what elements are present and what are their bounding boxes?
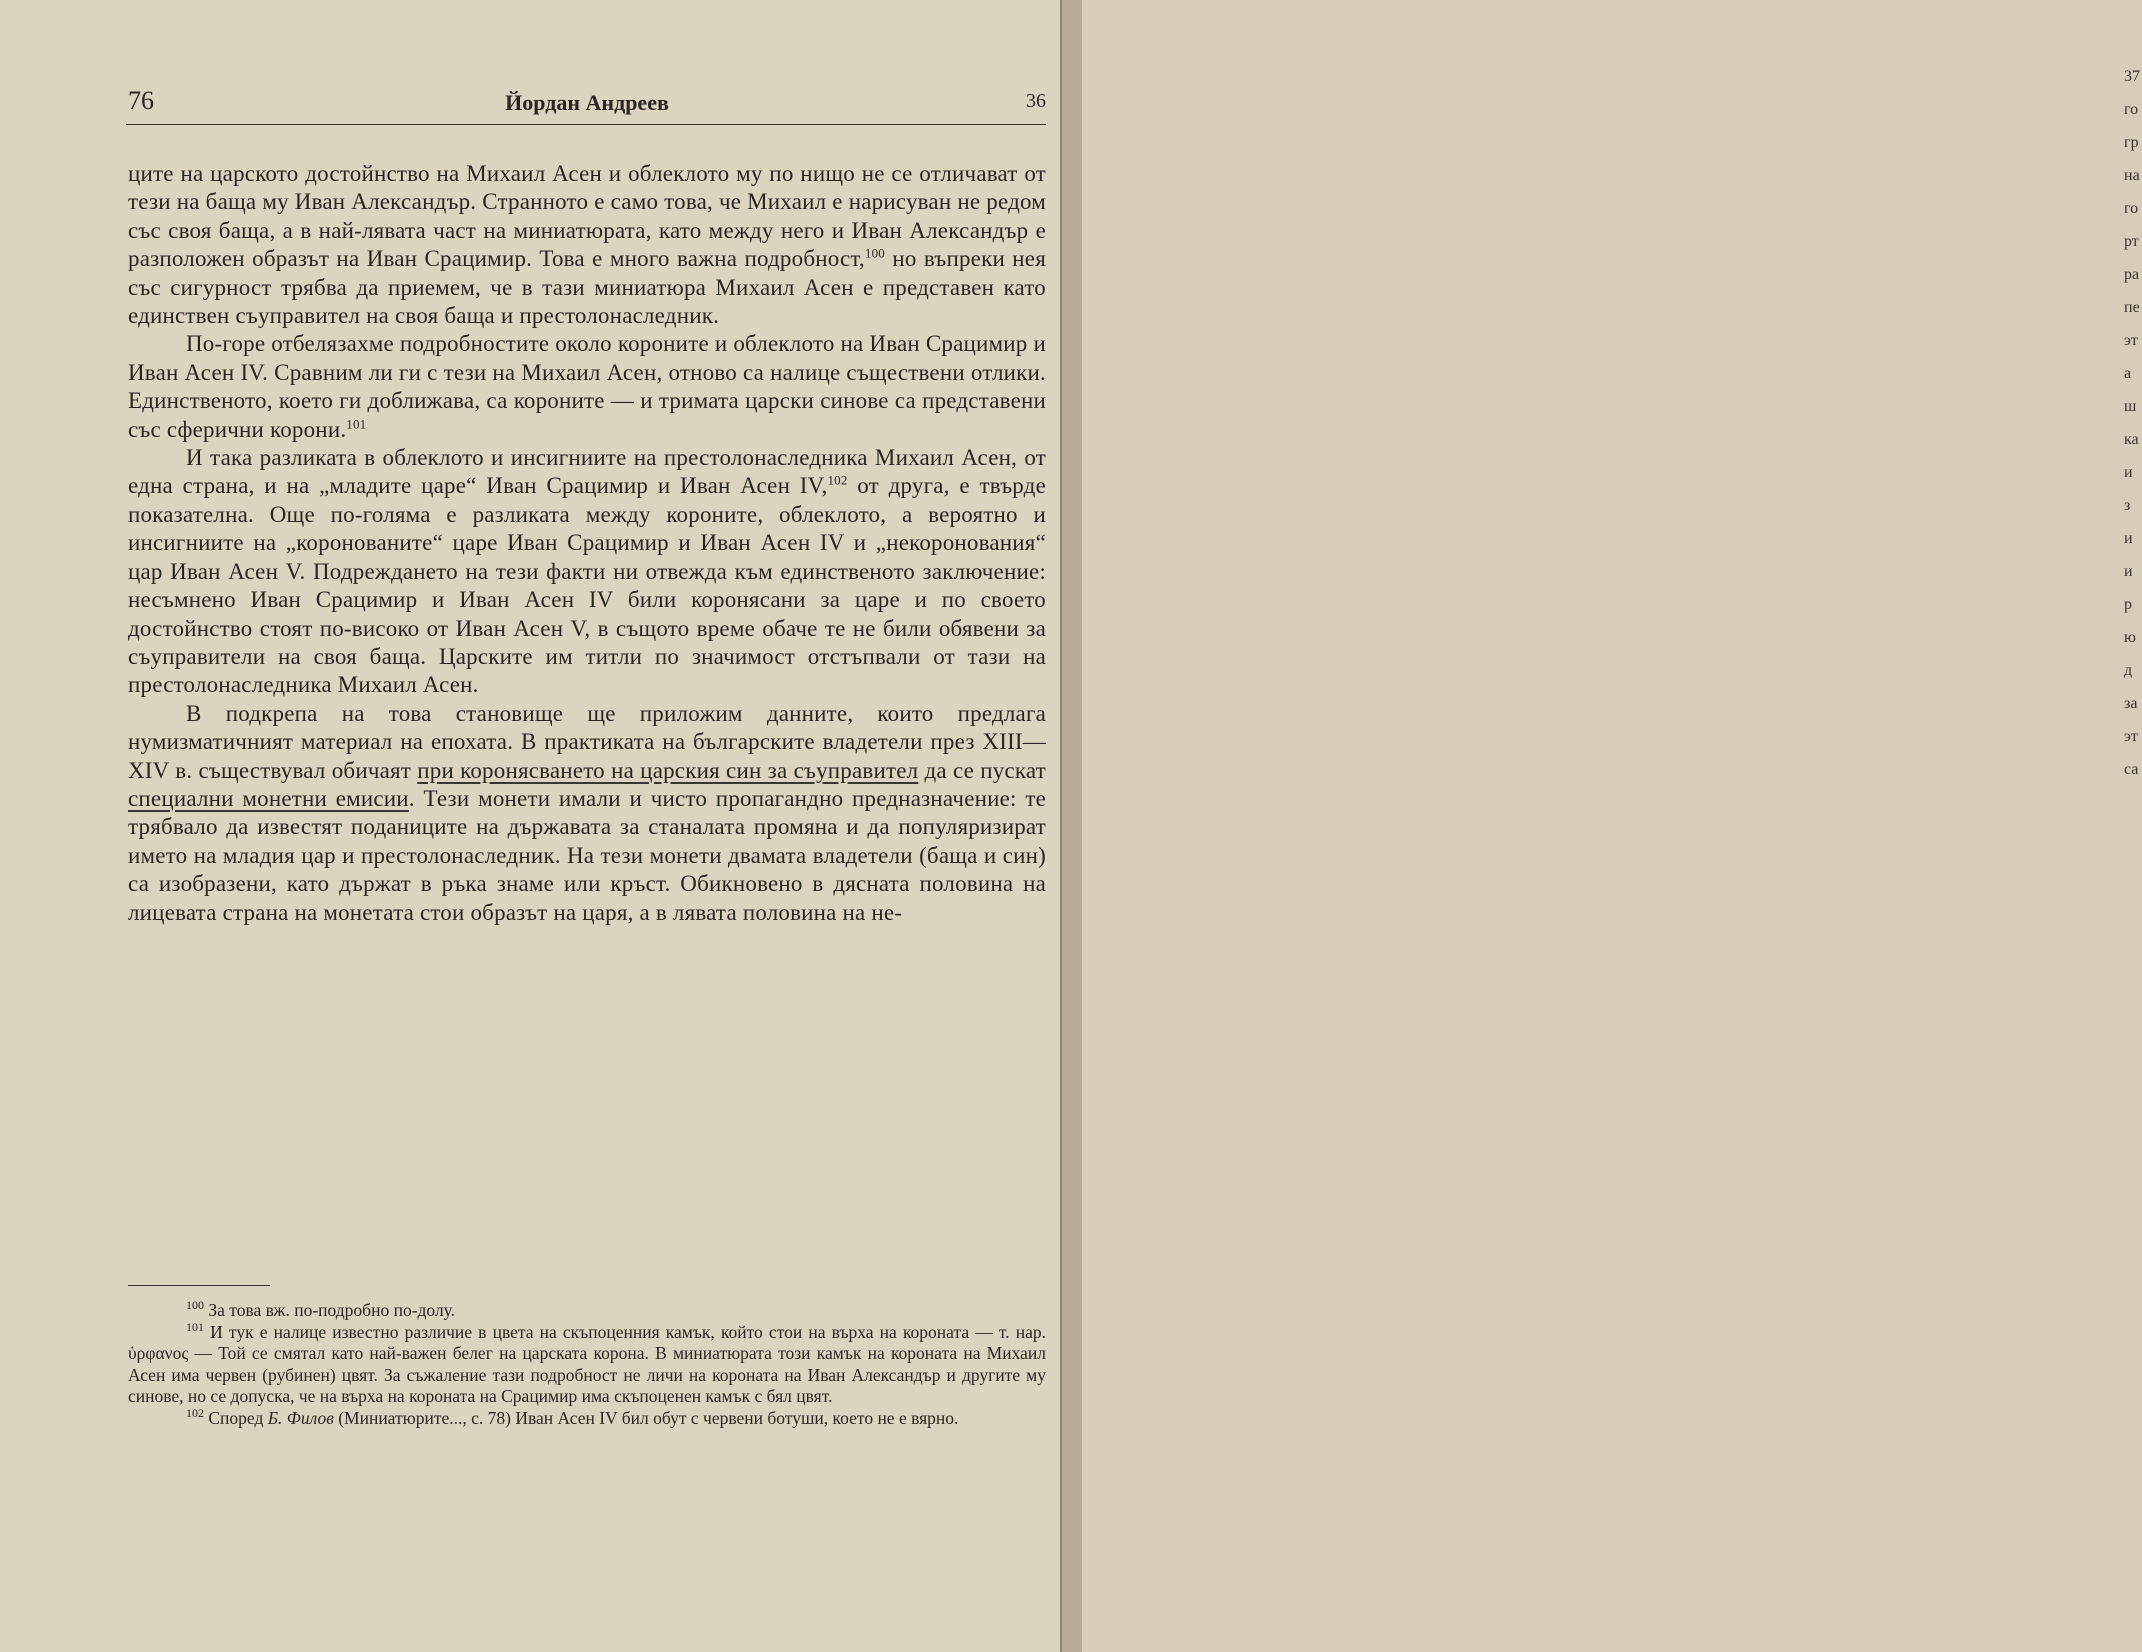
footnote-rule bbox=[128, 1285, 270, 1286]
edge-fragment: и bbox=[2124, 464, 2133, 481]
text-run: от друга, е твърде показателна. Още по-голяма е разликата между короните, облеклото, а вероятно и инсигниите на „коронованите“ царе Иван Срацимир и Иван Асен IV и „некоронования“ цар Иван Асен V. Подреждането на тези факти ни отвежда към единственото заключение: несъмнено Иван Срацимир и Иван Асен IV били коронясани за царе и по своето достойнство стоят по-високо от Иван Асен V, в същото време обаче те не били обявени за съуправители на своя баща. Царските им титли по значимост отстъпвали от тази на престолонаследника Михаил Асен. bbox=[128, 473, 1046, 698]
edge-fragment: а bbox=[2124, 365, 2132, 382]
text-run: но въпреки нея със сигурност трябва да приемем, че в тази миниатюра Михаил Асен е представен като единствен съуправител на своя баща и престолонаследник. bbox=[128, 246, 1046, 329]
footnote bbox=[128, 1300, 1046, 1322]
edge-fragment: пе bbox=[2124, 299, 2140, 316]
book-page bbox=[0, 0, 1060, 1652]
text-run: И тук е налице известно различие в цвета на скъпоценния камък, който стои на върха на короната — т. нар. ὑρφανος — Той се смятал като най-важен белег на царската корона. В миниатюрата този камък на короната на Михаил Асен има червен (рубинен) цвят. За съжаление тази подробност не личи на короната на Иван Александър и другите му синове, но се допуска, че на върха на короната на Срацимир има скъпоценен камък с бял цвят. bbox=[128, 1321, 1046, 1407]
footnote-marker: 102 bbox=[827, 472, 848, 488]
paragraph bbox=[128, 330, 1046, 444]
footnote-marker: 100 bbox=[864, 245, 885, 261]
edge-fragment: са bbox=[2124, 761, 2139, 778]
footnote-marker: 101 bbox=[346, 416, 367, 431]
main-text bbox=[128, 160, 1046, 927]
edge-fragment: ка bbox=[2124, 431, 2139, 448]
edge-fragment: р bbox=[2124, 596, 2132, 613]
text-run: Според bbox=[204, 1407, 268, 1428]
page-header bbox=[128, 86, 1046, 126]
edge-fragment: гр bbox=[2124, 134, 2139, 151]
running-author: Йордан Андреев bbox=[505, 90, 669, 115]
adjacent-page-fragments bbox=[2124, 60, 2142, 786]
edge-fragment: за bbox=[2124, 695, 2138, 712]
edge-fragment: ш bbox=[2124, 398, 2137, 415]
edge-fragment: з bbox=[2124, 497, 2131, 514]
paragraph bbox=[128, 700, 1046, 927]
footnote-marker: 101 bbox=[186, 1319, 204, 1334]
edge-fragment: ра bbox=[2124, 266, 2140, 283]
italic-text: Б. Филов bbox=[267, 1407, 334, 1428]
edge-fragment: 37 bbox=[2124, 68, 2140, 85]
footnotes bbox=[128, 1300, 1046, 1430]
text-run: За това вж. по-подробно по-долу. bbox=[204, 1300, 456, 1320]
text-run: да се пускат bbox=[918, 757, 1046, 783]
text-run: По-горе отбелязахме подробностите около короните и облеклото на Иван Срацимир и Иван Асен IV. Сравним ли ги с тези на Михаил Асен, отново са налице съществени отлики. Единственото, което ги доближава, са короните — и тримата царски синове са представени със сферични корони. bbox=[128, 331, 1046, 442]
text-run: (Миниатюрите..., с. 78) Иван Асен IV бил обут с червени ботуши, което не е вярно. bbox=[333, 1407, 959, 1428]
edge-fragment: го bbox=[2124, 101, 2139, 118]
footnote-marker: 102 bbox=[186, 1406, 204, 1421]
text-run: И така разликата в облеклото и инсигниите на престолонаследника Михаил Асен, от една страна, и на „младите царе“ Иван Срацимир и Иван Асен IV, bbox=[128, 445, 1046, 499]
footnote-marker: 100 bbox=[186, 1298, 204, 1313]
edge-fragment: ю bbox=[2124, 629, 2136, 646]
edge-fragment: эт bbox=[2124, 332, 2138, 349]
paragraph bbox=[128, 444, 1046, 700]
page-number: 76 bbox=[128, 86, 154, 115]
paragraph bbox=[128, 160, 1046, 330]
edge-fragment: го bbox=[2124, 200, 2139, 217]
edge-fragment: д bbox=[2124, 662, 2133, 679]
text-run: . Тези монети имали и чисто пропагандно предназначение: те трябвало да известят поданиците на държавата за станалата промяна и да популяризират името на младия цар и престолонаследник. На тези монети двамата владетели (баща и син) са изобразени, като държат в ръка знаме или кръст. Обикновено в дясната половина на лицевата страна на монетата стои образът на царя, а в лявата половина на не- bbox=[128, 785, 1046, 925]
edge-fragment: на bbox=[2124, 167, 2140, 184]
underlined-text: специални монетни емисии bbox=[128, 785, 409, 811]
underlined-text: при коронясването на царския син за съуправител bbox=[417, 757, 919, 783]
header-rule bbox=[126, 124, 1046, 125]
text-run: В подкрепа на това становище ще приложим данните, които предлага нумизматичният материал на епохата. В практиката на българските владетели през XIII—XIV в. съществувал обичаят bbox=[128, 700, 1046, 783]
edge-fragment: и bbox=[2124, 530, 2133, 547]
running-number: 36 bbox=[1026, 90, 1046, 112]
footnote bbox=[128, 1408, 1046, 1430]
edge-fragment: эт bbox=[2124, 728, 2138, 745]
text-run: ците на царското достойнство на Михаил Асен и облеклото му по нищо не се отличават от тези на баща му Иван Александър. Странното е само това, че Михаил е нарисуван не редом със своя баща, а в най-лявата част на миниатюрата, като между него и Иван Александър е разположен образът на Иван Срацимир. Това е много важна подробност, bbox=[128, 161, 1046, 272]
adjacent-page-edge bbox=[1060, 0, 2140, 1652]
edge-fragment: и bbox=[2124, 563, 2133, 580]
footnote bbox=[128, 1319, 1046, 1408]
edge-fragment: рт bbox=[2124, 233, 2139, 250]
